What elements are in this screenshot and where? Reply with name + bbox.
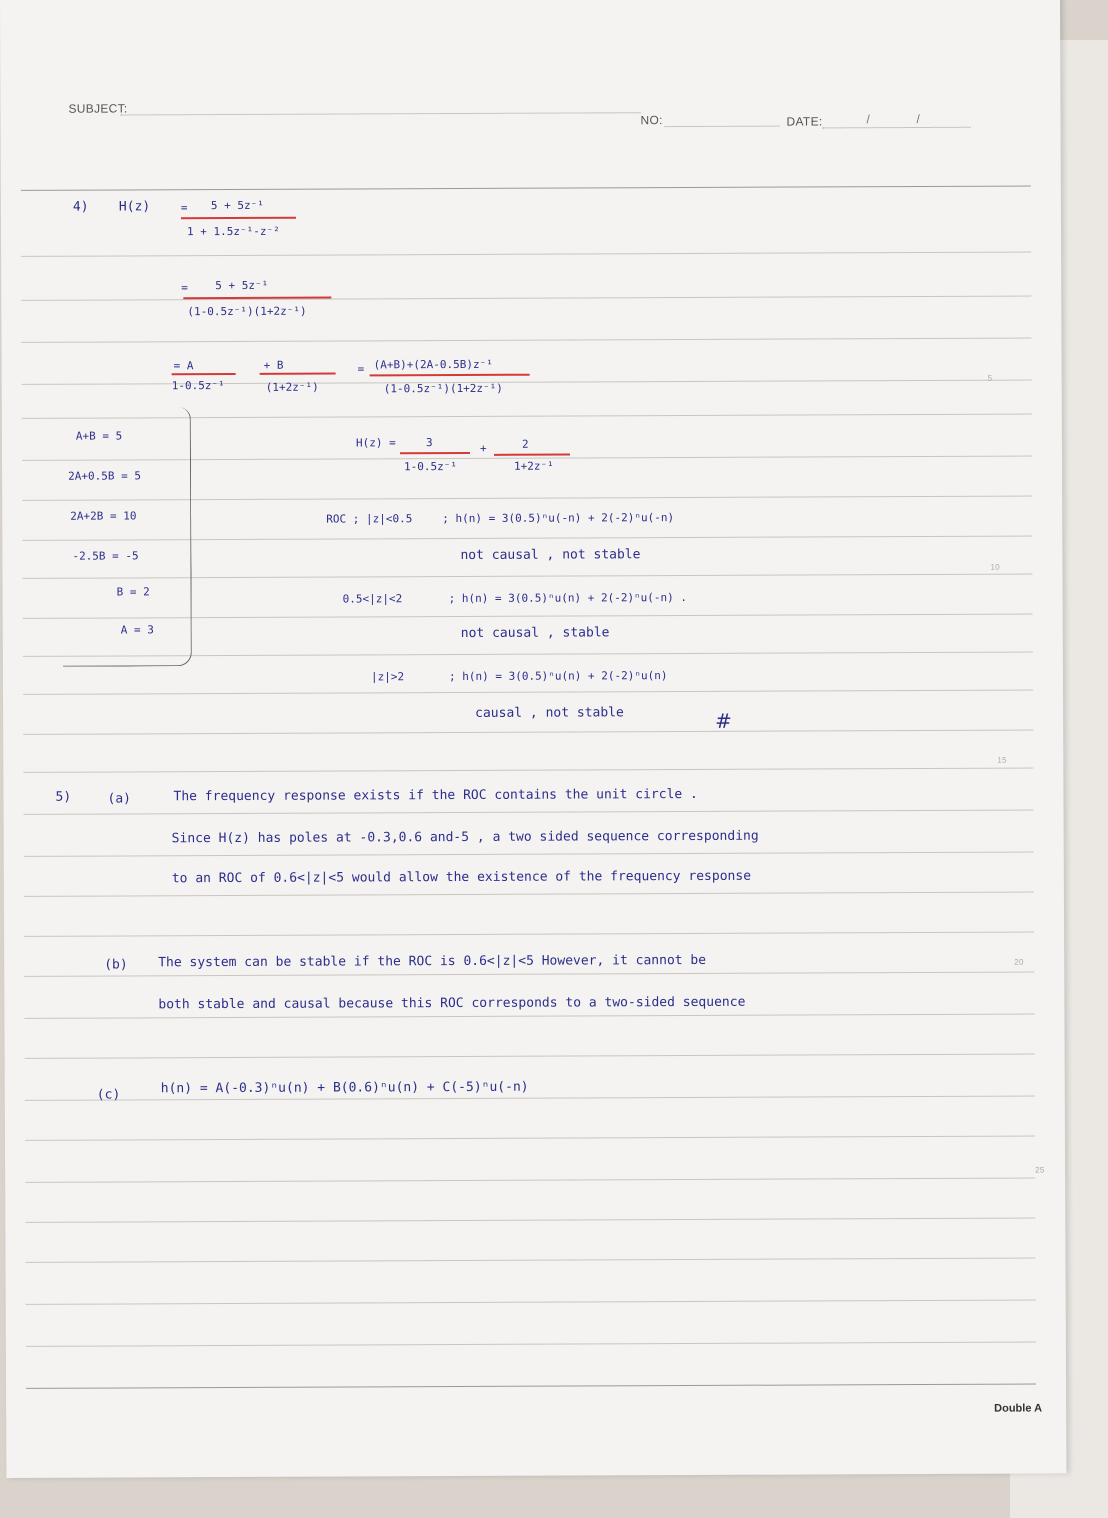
fraction-bar — [400, 452, 470, 454]
roc-case-1-note: not causal , not stable — [460, 547, 641, 563]
ruled-line — [24, 971, 1034, 976]
result-a-numerator: 3 — [425, 436, 433, 450]
pf-equals: = — [357, 362, 365, 376]
result-a-denominator: 1-0.5z⁻¹ — [404, 460, 458, 474]
no-line — [665, 125, 780, 128]
date-line — [823, 126, 971, 129]
date-separator-2: / — [916, 111, 921, 127]
q4-number: 4) — [72, 199, 89, 215]
ruled-line — [21, 338, 1031, 343]
fraction-bar — [181, 217, 296, 219]
fraction-bar — [260, 373, 336, 375]
pf-a-denominator: 1-0.5z⁻¹ — [171, 379, 225, 393]
q5b-label: (b) — [104, 957, 128, 973]
q5a-line-1: The frequency response exists if the ROC contains the unit circle . — [173, 786, 698, 805]
end-mark: # — [715, 708, 732, 733]
ruled-line — [25, 1053, 1035, 1058]
pf-combined-denominator: (1-0.5z⁻¹)(1+2z⁻¹) — [383, 381, 503, 396]
subject-line — [120, 111, 640, 115]
ruled-line — [21, 252, 1031, 257]
date-label: DATE: — [786, 114, 823, 129]
box-line-4: -2.5B = -5 — [72, 549, 139, 563]
q5a-label: (a) — [107, 791, 132, 807]
ruled-line — [24, 931, 1034, 936]
q4-fraction1-numerator: 5 + 5z⁻¹ — [210, 198, 264, 213]
ruled-line — [25, 1177, 1035, 1182]
fraction-bar — [370, 374, 530, 376]
box-line-6: A = 3 — [120, 623, 154, 637]
q5a-line-3: to an ROC of 0.6<|z|<5 would allow the existence of the frequency response — [171, 868, 752, 887]
ruled-line — [26, 1299, 1036, 1304]
q5a-line-2: Since H(z) has poles at -0.3,0.6 and-5 , a two sided sequence corresponding — [171, 828, 759, 847]
pf-combined-numerator: (A+B)+(2A-0.5B)z⁻¹ — [373, 357, 493, 372]
ruled-line — [24, 891, 1034, 896]
q5b-line-1: The system can be stable if the ROC is 0.6<|z|<5 However, it cannot be — [158, 952, 707, 971]
ruled-line — [23, 689, 1033, 694]
roc-case-1-h: ; h(n) = 3(0.5)ⁿu(-n) + 2(-2)ⁿu(-n) — [442, 511, 675, 526]
box-line-5: B = 2 — [116, 585, 150, 599]
roc-case-3-h: ; h(n) = 3(0.5)ⁿu(n) + 2(-2)ⁿu(n) — [448, 669, 668, 684]
box-line-3: 2A+2B = 10 — [70, 509, 137, 523]
margin-number: 10 — [990, 562, 1001, 572]
ruled-line — [24, 1013, 1034, 1018]
date-separator-1: / — [866, 112, 871, 127]
roc-case-1: ROC ; |z|<0.5 — [326, 512, 413, 526]
q4-fraction2-denominator: (1-0.5z⁻¹)(1+2z⁻¹) — [187, 304, 307, 319]
q4-hz: H(z) — [118, 199, 151, 215]
q4-fraction2-numerator: 5 + 5z⁻¹ — [215, 278, 269, 293]
q4-equals-1: = — [180, 201, 188, 215]
roc-case-2-note: not causal , stable — [460, 625, 610, 641]
ruled-line — [25, 1095, 1035, 1100]
box-line-1: A+B = 5 — [75, 429, 123, 443]
roc-case-3: |z|>2 — [370, 670, 405, 684]
ruled-line — [21, 296, 1031, 301]
q5c-label: (c) — [96, 1087, 121, 1103]
q5b-line-2: both stable and causal because this ROC corresponds to a two-sided sequence — [158, 994, 746, 1013]
margin-number: 5 — [987, 373, 993, 383]
roc-case-2: 0.5<|z|<2 — [342, 592, 403, 606]
hz-result-label: H(z) = — [355, 436, 396, 450]
pf-a-numerator: = A — [173, 359, 194, 373]
ruled-line — [25, 1135, 1035, 1140]
ruled-line — [24, 809, 1034, 814]
no-label: NO: — [640, 113, 663, 128]
box-line-2: 2A+0.5B = 5 — [68, 469, 141, 483]
q4-fraction1-denominator: 1 + 1.5z⁻¹-z⁻² — [186, 224, 280, 239]
margin-number: 20 — [1014, 957, 1024, 967]
ruled-line — [24, 851, 1034, 856]
q4-equals-2: = — [181, 281, 188, 295]
ruled-line — [26, 1341, 1036, 1346]
q5-number: 5) — [55, 789, 72, 805]
result-b-denominator: 1+2z⁻¹ — [514, 459, 554, 473]
fraction-bar — [494, 454, 570, 456]
ruled-line — [25, 1217, 1035, 1222]
ruled-line — [23, 767, 1033, 772]
fraction-bar — [172, 373, 236, 375]
roc-case-2-h: ; h(n) = 3(0.5)ⁿu(n) + 2(-2)ⁿu(-n) . — [448, 591, 688, 606]
header-rule — [21, 186, 1031, 191]
subject-label: SUBJECT: — [68, 101, 128, 116]
result-plus: + — [479, 441, 487, 455]
paper-brand: Double A — [994, 1402, 1043, 1415]
ruled-line — [23, 729, 1033, 734]
pf-b-denominator: (1+2z⁻¹) — [265, 380, 319, 394]
result-b-numerator: 2 — [521, 437, 529, 451]
margin-number: 15 — [997, 755, 1007, 765]
pf-b-numerator: + B — [263, 358, 284, 372]
roc-case-3-note: causal , not stable — [475, 705, 624, 721]
footer-rule — [26, 1383, 1036, 1388]
margin-number: 25 — [1035, 1165, 1045, 1175]
ruled-line — [26, 1257, 1036, 1262]
q5c-line-1: h(n) = A(-0.3)ⁿu(n) + B(0.6)ⁿu(n) + C(-5)ⁿu(-n) — [160, 1079, 529, 1097]
